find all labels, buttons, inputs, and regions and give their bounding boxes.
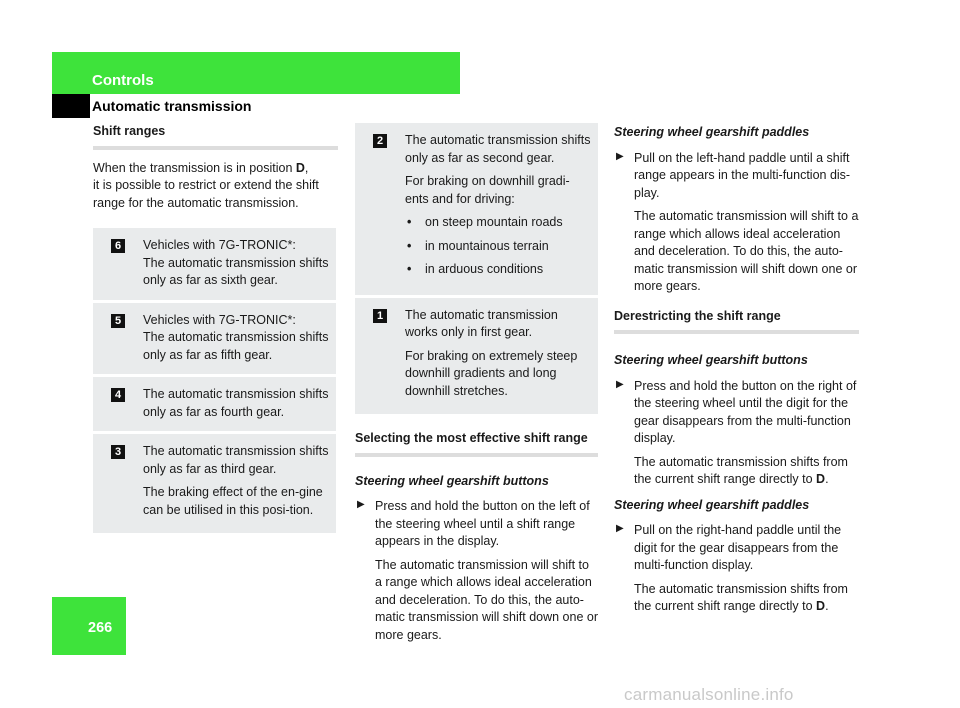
gear-row-6: 6 Vehicles with 7G-TRONIC*: The automatic transmission shifts only as far as sixth gear. <box>93 228 336 303</box>
gear-5-badge: 5 <box>111 314 125 328</box>
selecting-buttons-step: ▶ Press and hold the button on the left of the steering wheel until a shift range appears in the display. <box>357 499 590 548</box>
gear-row-5: 5 Vehicles with 7G-TRONIC*: The automatic transmission shifts only as far as fifth gear. <box>93 303 336 378</box>
shift-ranges-heading: Shift ranges <box>93 123 338 150</box>
gear-table-part2 <box>355 123 598 414</box>
column-right <box>614 124 859 624</box>
arrow-icon: ▶ <box>616 378 624 390</box>
gear-row-2: 2 The automatic transmission shifts only as far as second gear. For braking on downhill gradi-ents and for driving: • on steep mountain roads • in mountainous terrain • in arduous conditions <box>355 123 598 298</box>
arrow-icon: ▶ <box>616 523 624 534</box>
column-shift-ranges <box>93 123 338 533</box>
derestricting-paddles-subhead: Steering wheel gearshift paddles <box>614 497 810 512</box>
watermark: carmanualsonline.info <box>624 685 794 704</box>
derestricting-buttons-subhead: Steering wheel gearshift buttons <box>614 353 808 367</box>
selecting-buttons-subhead: Steering wheel gearshift buttons <box>355 473 549 488</box>
list-item: • in arduous conditions <box>405 261 592 279</box>
gear-1-badge: 1 <box>373 309 387 323</box>
derestricting-buttons-note: The automatic transmission shifts from the current shift range directly to D. <box>634 454 848 486</box>
list-item: • on steep mountain roads <box>405 214 592 232</box>
gear-row-1: 1 The automatic transmission works only in first gear. For braking on extremely steep downhill gradients and long downhill stretches. <box>355 298 598 415</box>
arrow-icon: ▶ <box>357 499 365 510</box>
gear-row-3: 3 The automatic transmission shifts only as far as third gear. The braking effect of the en-gine can be utilised in this posi-tion. <box>93 434 336 533</box>
gear-6-badge: 6 <box>111 239 125 253</box>
derestricting-paddles-step: ▶ Pull on the right-hand paddle until the digit for the gear disappears from the multi-function display. <box>616 523 842 572</box>
header-black-tab <box>52 94 90 118</box>
selecting-buttons-note: The automatic transmission will shift to a range which allows ideal acceleration and deceleration. To do this, the auto-matic transmission will shift down one or more gears. <box>375 557 598 642</box>
column-middle <box>355 123 598 652</box>
page-title: Automatic transmission <box>92 98 252 114</box>
section-title: Controls <box>92 72 154 89</box>
selecting-paddles-step: ▶ Pull on the left-hand paddle until a shift range appears in the multi-function dis-play. <box>616 150 851 200</box>
list-item: • in mountainous terrain <box>405 238 592 256</box>
selecting-paddles-subhead: Steering wheel gearshift paddles <box>614 125 810 139</box>
page-number: 266 <box>88 620 113 636</box>
derestricting-heading: Derestricting the shift range <box>614 308 859 335</box>
gear-4-badge: 4 <box>111 388 125 402</box>
derestricting-buttons-step: ▶ Press and hold the button on the right of the steering wheel until the digit for the gear disappears from the multi-function display. <box>616 378 857 445</box>
gear-row-4: 4 The automatic transmission shifts only as far as fourth gear. <box>93 377 336 434</box>
gear-table-part1 <box>93 228 336 533</box>
shift-ranges-intro: When the transmission is in position D, it is possible to restrict or extend the shift range for the automatic transmission. <box>93 160 319 210</box>
selecting-heading: Selecting the most effective shift range <box>355 430 598 457</box>
arrow-icon: ▶ <box>616 150 624 162</box>
gear-3-badge: 3 <box>111 445 125 459</box>
braking-conditions-list <box>405 214 592 279</box>
selecting-paddles-note: The automatic transmission will shift to a range which allows ideal acceleration and deceleration. To do this, the auto-matic transmission will shift down one or more gears. <box>634 209 859 293</box>
derestricting-paddles-note: The automatic transmission shifts from the current shift range directly to D. <box>634 581 848 613</box>
gear-2-badge: 2 <box>373 134 387 148</box>
